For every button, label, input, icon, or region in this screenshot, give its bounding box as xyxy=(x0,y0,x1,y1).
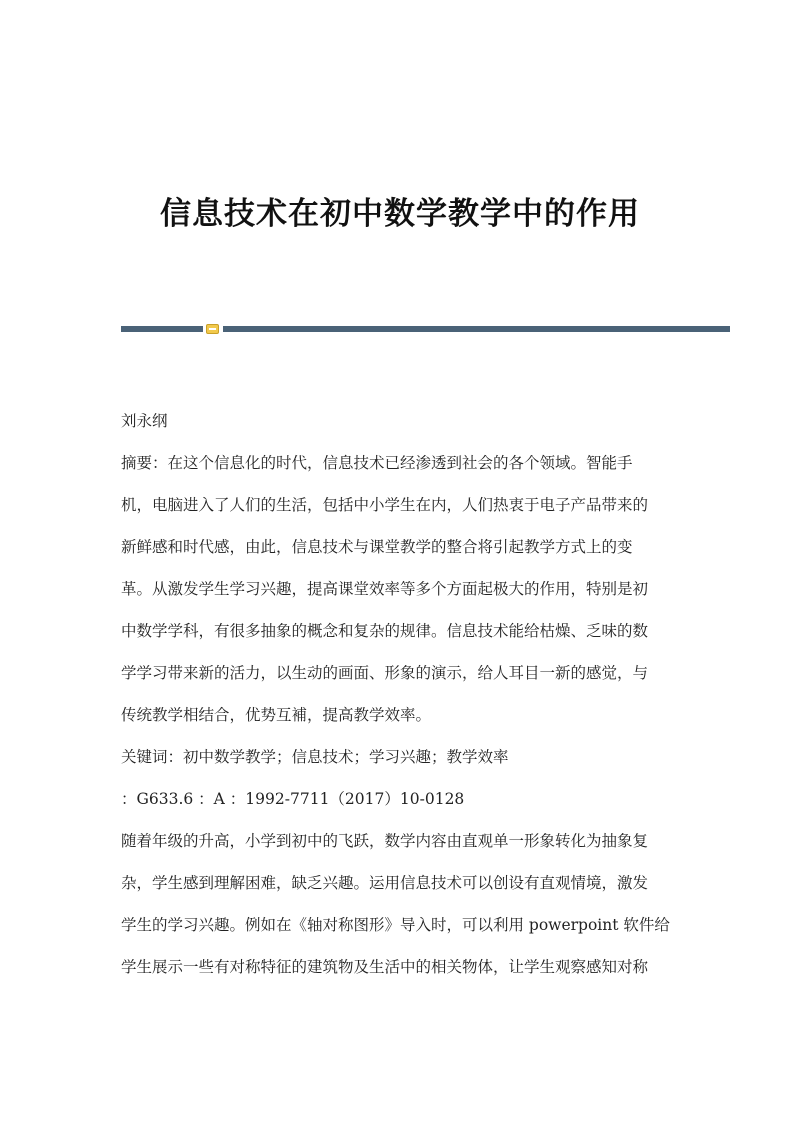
body-line: 学生展示一些有对称特征的建筑物及生活中的相关物体，让学生观察感知对称 xyxy=(121,958,649,976)
divider-bar-left xyxy=(121,326,203,332)
body-paragraph xyxy=(121,820,681,988)
divider-bar-right xyxy=(223,326,730,332)
abstract-line: 新鲜感和时代感，由此，信息技术与课堂教学的整合将引起教学方式上的变 xyxy=(121,538,633,556)
body-line: 随着年级的升高，小学到初中的飞跃，数学内容由直观单一形象转化为抽象复 xyxy=(121,832,649,850)
abstract-line: 摘要：在这个信息化的时代，信息技术已经渗透到社会的各个领域。智能手 xyxy=(121,454,633,472)
author-name: 刘永纲 xyxy=(121,412,168,430)
document-body xyxy=(121,400,681,988)
abstract-line: 中数学学科，有很多抽象的概念和复杂的规律。信息技术能给枯燥、乏味的数 xyxy=(121,622,649,640)
abstract-line: 学学习带来新的活力，以生动的画面、形象的演示，给人耳目一新的感觉，与 xyxy=(121,664,649,682)
keywords-line: 关键词：初中数学教学；信息技术；学习兴趣；教学效率 xyxy=(121,748,509,766)
classification-line: ：G633.6 ：A ：1992-7711（2017）10-0128 xyxy=(121,790,465,808)
divider-emblem-icon xyxy=(206,324,219,334)
body-line: 学生的学习兴趣。例如在《轴对称图形》导入时，可以利用 powerpoint 软件给 xyxy=(121,916,670,934)
abstract-line: 革。从激发学生学习兴趣，提高课堂效率等多个方面起极大的作用，特别是初 xyxy=(121,580,649,598)
document-title: 信息技术在初中数学教学中的作用 xyxy=(160,196,640,232)
title-divider xyxy=(121,325,730,333)
abstract-line: 传统教学相结合，优势互補，提高教学效率。 xyxy=(121,706,432,724)
abstract-paragraph xyxy=(121,442,681,736)
body-line: 杂，学生感到理解困难，缺乏兴趣。运用信息技术可以创设有直观情境，激发 xyxy=(121,874,649,892)
abstract-line: 机，电脑进入了人们的生活，包括中小学生在内，人们热衷于电子产品带来的 xyxy=(121,496,649,514)
